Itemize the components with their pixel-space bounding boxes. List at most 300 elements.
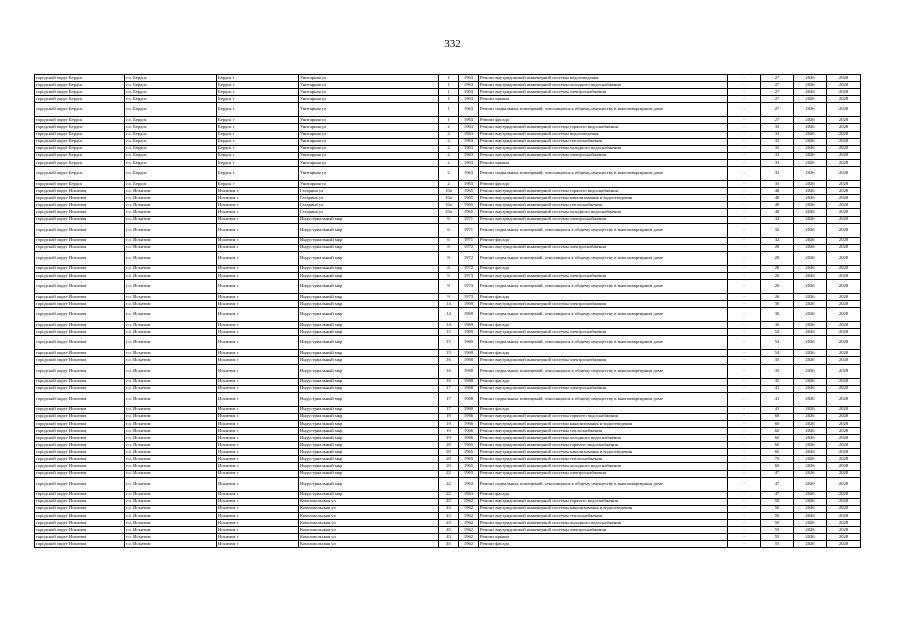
- year-cell: 1969: [459, 301, 479, 308]
- house-number-cell: 20: [439, 456, 459, 463]
- house-number-cell: 10а: [439, 209, 459, 216]
- work-type-cell: Ремонт фасада: [479, 350, 728, 357]
- table-row: [35, 272, 861, 279]
- end-year-cell: 2028: [827, 527, 861, 534]
- table-row: [35, 541, 861, 548]
- year-cell: 1963: [459, 491, 479, 498]
- end-year-cell: 2028: [827, 152, 861, 159]
- street-cell: Гагарина ул: [299, 202, 439, 209]
- locality-cell: Искитим г: [217, 279, 299, 293]
- value-cell: 33: [761, 138, 794, 145]
- municipality-cell: городской округ Бердск: [35, 89, 125, 96]
- house-number-cell: 1: [439, 117, 459, 124]
- work-type-cell: Ремонт внутридомовой инженерной системы электроснабжения: [479, 357, 728, 364]
- dash-cell: -: [728, 534, 761, 541]
- end-year-cell: 2028: [827, 357, 861, 364]
- work-type-cell: Ремонт фасада: [479, 265, 728, 272]
- value-cell: 48: [761, 195, 794, 202]
- work-type-cell: Ремонт фасада: [479, 491, 728, 498]
- house-number-cell: 20: [439, 463, 459, 470]
- end-year-cell: 2028: [827, 145, 861, 152]
- end-year-cell: 2028: [827, 103, 861, 117]
- street-cell: Унитарная ул: [299, 82, 439, 89]
- table-row: [35, 385, 861, 392]
- dash-cell: -: [728, 385, 761, 392]
- dash-cell: -: [728, 188, 761, 195]
- street-cell: Индустриальный мкр: [299, 463, 439, 470]
- locality-cell: Искитим г: [217, 477, 299, 491]
- street-cell: Индустриальный мкр: [299, 357, 439, 364]
- locality-cell: Искитим г: [217, 350, 299, 357]
- house-number-cell: 16: [439, 378, 459, 385]
- street-cell: Унитарная ул: [299, 159, 439, 166]
- district-cell: г.о. Искитим: [125, 188, 217, 195]
- year-cell: 1971: [459, 237, 479, 244]
- dash-cell: -: [728, 491, 761, 498]
- district-cell: г.о. Искитим: [125, 463, 217, 470]
- end-year-cell: 2028: [827, 449, 861, 456]
- start-year-cell: 2026: [794, 534, 827, 541]
- locality-cell: Искитим г: [217, 202, 299, 209]
- district-cell: г.о. Бердск: [125, 181, 217, 188]
- locality-cell: Искитим г: [217, 385, 299, 392]
- work-type-cell: Ремонт внутридомовой инженерной системы холодного водоснабжения: [479, 520, 728, 527]
- street-cell: Индустриальный мкр: [299, 329, 439, 336]
- locality-cell: Искитим г: [217, 541, 299, 548]
- work-type-cell: Ремонт внутридомовой инженерной системы канализования и водоотведения: [479, 420, 728, 427]
- work-type-cell: Ремонт фасада: [479, 237, 728, 244]
- work-type-cell: Ремонт фасада: [479, 378, 728, 385]
- work-type-cell: Ремонт фасада: [479, 117, 728, 124]
- dash-cell: -: [728, 449, 761, 456]
- locality-cell: Искитим г: [217, 216, 299, 223]
- street-cell: Унитарная ул: [299, 131, 439, 138]
- end-year-cell: 2028: [827, 195, 861, 202]
- locality-cell: Бердск г: [217, 103, 299, 117]
- table-row: [35, 322, 861, 329]
- dash-cell: -: [728, 293, 761, 300]
- year-cell: 1972: [459, 251, 479, 265]
- street-cell: Унитарная ул: [299, 152, 439, 159]
- dash-cell: -: [728, 195, 761, 202]
- municipality-cell: городской округ Искитим: [35, 336, 125, 350]
- dash-cell: -: [728, 329, 761, 336]
- start-year-cell: 2026: [794, 442, 827, 449]
- table-row: [35, 491, 861, 498]
- start-year-cell: 2026: [794, 159, 827, 166]
- value-cell: 60: [761, 420, 794, 427]
- work-type-cell: Ремонт внутридомовой инженерной системы канализования и водоотведения: [479, 505, 728, 512]
- street-cell: Унитарная ул: [299, 103, 439, 117]
- district-cell: г.о. Искитим: [125, 541, 217, 548]
- street-cell: Гагарина ул: [299, 209, 439, 216]
- dash-cell: -: [728, 103, 761, 117]
- dash-cell: -: [728, 470, 761, 477]
- house-number-cell: 14: [439, 301, 459, 308]
- table-row: [35, 392, 861, 406]
- value-cell: 35: [761, 364, 794, 378]
- street-cell: Унитарная ул: [299, 89, 439, 96]
- house-number-cell: 8: [439, 251, 459, 265]
- locality-cell: Искитим г: [217, 534, 299, 541]
- municipality-cell: городской округ Искитим: [35, 435, 125, 442]
- work-type-cell: Ремонт крыши: [479, 159, 728, 166]
- locality-cell: Искитим г: [217, 527, 299, 534]
- dash-cell: -: [728, 237, 761, 244]
- house-number-cell: 45: [439, 534, 459, 541]
- municipality-cell: городской округ Бердск: [35, 152, 125, 159]
- municipality-cell: городской округ Искитим: [35, 420, 125, 427]
- work-type-cell: Ремонт внутридомовой инженерной системы канализования и водоотведения: [479, 195, 728, 202]
- locality-cell: Искитим г: [217, 364, 299, 378]
- value-cell: 47: [761, 477, 794, 491]
- municipality-cell: городской округ Искитим: [35, 293, 125, 300]
- table-row: [35, 420, 861, 427]
- work-type-cell: Ремонт внутридомовой инженерной системы электроснабжения: [479, 527, 728, 534]
- district-cell: г.о. Искитим: [125, 420, 217, 427]
- house-number-cell: 19: [439, 428, 459, 435]
- work-type-cell: Ремонт крыши: [479, 534, 728, 541]
- value-cell: 50: [761, 512, 794, 519]
- start-year-cell: 2026: [794, 251, 827, 265]
- municipality-cell: городской округ Искитим: [35, 456, 125, 463]
- start-year-cell: 2026: [794, 244, 827, 251]
- house-number-cell: 15: [439, 329, 459, 336]
- locality-cell: Бердск г: [217, 159, 299, 166]
- district-cell: г.о. Искитим: [125, 534, 217, 541]
- start-year-cell: 2026: [794, 209, 827, 216]
- district-cell: г.о. Искитим: [125, 336, 217, 350]
- value-cell: 47: [761, 470, 794, 477]
- street-cell: Индустриальный мкр: [299, 301, 439, 308]
- dash-cell: -: [728, 505, 761, 512]
- house-number-cell: 8: [439, 244, 459, 251]
- end-year-cell: 2028: [827, 308, 861, 322]
- dash-cell: -: [728, 392, 761, 406]
- district-cell: г.о. Искитим: [125, 442, 217, 449]
- dash-cell: -: [728, 159, 761, 166]
- municipality-cell: городской округ Искитим: [35, 442, 125, 449]
- dash-cell: -: [728, 498, 761, 505]
- table-row: [35, 527, 861, 534]
- house-number-cell: 14: [439, 322, 459, 329]
- value-cell: 26: [761, 279, 794, 293]
- work-type-cell: Ремонт внутридомовой инженерной системы электроснабжения: [479, 244, 728, 251]
- street-cell: Индустриальный мкр: [299, 237, 439, 244]
- locality-cell: Искитим г: [217, 195, 299, 202]
- house-number-cell: 14: [439, 308, 459, 322]
- house-number-cell: 1: [439, 96, 459, 103]
- start-year-cell: 2026: [794, 364, 827, 378]
- work-type-cell: Ремонт подвальных помещений, относящихся к общему имуществу в многоквартирном доме: [479, 223, 728, 237]
- table-row: [35, 145, 861, 152]
- end-year-cell: 2028: [827, 251, 861, 265]
- year-cell: 1971: [459, 216, 479, 223]
- locality-cell: Искитим г: [217, 301, 299, 308]
- table-row: [35, 244, 861, 251]
- table-row: [35, 413, 861, 420]
- table-row: [35, 152, 861, 159]
- start-year-cell: 2026: [794, 470, 827, 477]
- locality-cell: Бердск г: [217, 131, 299, 138]
- dash-cell: -: [728, 520, 761, 527]
- district-cell: г.о. Искитим: [125, 329, 217, 336]
- district-cell: г.о. Бердск: [125, 75, 217, 82]
- dash-cell: -: [728, 181, 761, 188]
- year-cell: 1962: [459, 534, 479, 541]
- locality-cell: Искитим г: [217, 293, 299, 300]
- locality-cell: Бердск г: [217, 96, 299, 103]
- house-number-cell: 17: [439, 385, 459, 392]
- house-number-cell: 22: [439, 491, 459, 498]
- end-year-cell: 2028: [827, 167, 861, 181]
- house-number-cell: 17: [439, 406, 459, 413]
- year-cell: 1966: [459, 413, 479, 420]
- end-year-cell: 2028: [827, 223, 861, 237]
- municipality-cell: городской округ Искитим: [35, 392, 125, 406]
- district-cell: г.о. Искитим: [125, 293, 217, 300]
- year-cell: 1965: [459, 442, 479, 449]
- district-cell: г.о. Искитим: [125, 413, 217, 420]
- district-cell: г.о. Бердск: [125, 159, 217, 166]
- value-cell: 60: [761, 449, 794, 456]
- street-cell: Индустриальный мкр: [299, 350, 439, 357]
- table-row: [35, 223, 861, 237]
- end-year-cell: 2028: [827, 491, 861, 498]
- end-year-cell: 2028: [827, 505, 861, 512]
- house-number-cell: 45: [439, 541, 459, 548]
- end-year-cell: 2028: [827, 336, 861, 350]
- table-row: [35, 449, 861, 456]
- end-year-cell: 2028: [827, 364, 861, 378]
- district-cell: г.о. Искитим: [125, 477, 217, 491]
- year-cell: 1962: [459, 541, 479, 548]
- street-cell: Комсомольская ул: [299, 505, 439, 512]
- district-cell: г.о. Искитим: [125, 498, 217, 505]
- work-type-cell: Ремонт внутридомовой инженерной системы электроснабжения: [479, 89, 728, 96]
- locality-cell: Искитим г: [217, 329, 299, 336]
- district-cell: г.о. Искитим: [125, 449, 217, 456]
- municipality-cell: городской округ Искитим: [35, 413, 125, 420]
- municipality-cell: городской округ Искитим: [35, 406, 125, 413]
- year-cell: 1963: [459, 89, 479, 96]
- year-cell: 1963: [459, 470, 479, 477]
- table-row: [35, 456, 861, 463]
- start-year-cell: 2026: [794, 406, 827, 413]
- table-row: [35, 103, 861, 117]
- locality-cell: Бердск г: [217, 75, 299, 82]
- year-cell: 1968: [459, 406, 479, 413]
- start-year-cell: 2026: [794, 124, 827, 131]
- year-cell: 1962: [459, 512, 479, 519]
- locality-cell: Искитим г: [217, 498, 299, 505]
- value-cell: 27: [761, 117, 794, 124]
- table-row: [35, 512, 861, 519]
- house-number-cell: 1: [439, 103, 459, 117]
- start-year-cell: 2026: [794, 498, 827, 505]
- year-cell: 1963: [459, 75, 479, 82]
- value-cell: 28: [761, 251, 794, 265]
- work-type-cell: Ремонт внутридомовой инженерной системы теплоснабжения: [479, 512, 728, 519]
- start-year-cell: 2026: [794, 428, 827, 435]
- start-year-cell: 2026: [794, 145, 827, 152]
- district-cell: г.о. Искитим: [125, 279, 217, 293]
- value-cell: 28: [761, 265, 794, 272]
- municipality-cell: городской округ Искитим: [35, 520, 125, 527]
- table-row: [35, 209, 861, 216]
- start-year-cell: 2026: [794, 435, 827, 442]
- value-cell: 50: [761, 505, 794, 512]
- start-year-cell: 2026: [794, 512, 827, 519]
- work-type-cell: Ремонт внутридомовой инженерной системы теплоснабжения: [479, 138, 728, 145]
- year-cell: 1963: [459, 131, 479, 138]
- locality-cell: Бердск г: [217, 117, 299, 124]
- year-cell: 1963: [459, 117, 479, 124]
- table-row: [35, 181, 861, 188]
- year-cell: 1972: [459, 244, 479, 251]
- value-cell: 27: [761, 96, 794, 103]
- work-type-cell: Ремонт внутридомовой инженерной системы теплоснабжения: [479, 456, 728, 463]
- end-year-cell: 2028: [827, 188, 861, 195]
- house-number-cell: 45: [439, 527, 459, 534]
- end-year-cell: 2028: [827, 181, 861, 188]
- end-year-cell: 2028: [827, 82, 861, 89]
- locality-cell: Искитим г: [217, 413, 299, 420]
- end-year-cell: 2028: [827, 392, 861, 406]
- start-year-cell: 2026: [794, 82, 827, 89]
- work-type-cell: Ремонт внутридомовой инженерной системы горячего водоснабжения: [479, 413, 728, 420]
- table-row: [35, 124, 861, 131]
- start-year-cell: 2026: [794, 322, 827, 329]
- municipality-cell: городской округ Искитим: [35, 350, 125, 357]
- locality-cell: Искитим г: [217, 420, 299, 427]
- house-number-cell: 19: [439, 413, 459, 420]
- start-year-cell: 2026: [794, 378, 827, 385]
- start-year-cell: 2026: [794, 237, 827, 244]
- house-number-cell: 43: [439, 520, 459, 527]
- start-year-cell: 2026: [794, 152, 827, 159]
- municipality-cell: городской округ Бердск: [35, 131, 125, 138]
- locality-cell: Бердск г: [217, 181, 299, 188]
- table-row: [35, 89, 861, 96]
- house-number-cell: 8: [439, 265, 459, 272]
- dash-cell: -: [728, 413, 761, 420]
- year-cell: 1962: [459, 498, 479, 505]
- district-cell: г.о. Бердск: [125, 152, 217, 159]
- end-year-cell: 2028: [827, 244, 861, 251]
- dash-cell: -: [728, 279, 761, 293]
- district-cell: г.о. Искитим: [125, 322, 217, 329]
- start-year-cell: 2026: [794, 89, 827, 96]
- end-year-cell: 2028: [827, 463, 861, 470]
- start-year-cell: 2026: [794, 477, 827, 491]
- locality-cell: Искитим г: [217, 336, 299, 350]
- house-number-cell: 2: [439, 138, 459, 145]
- end-year-cell: 2028: [827, 420, 861, 427]
- locality-cell: Искитим г: [217, 456, 299, 463]
- municipality-cell: городской округ Искитим: [35, 527, 125, 534]
- end-year-cell: 2028: [827, 279, 861, 293]
- district-cell: г.о. Искитим: [125, 364, 217, 378]
- year-cell: 1968: [459, 385, 479, 392]
- start-year-cell: 2026: [794, 505, 827, 512]
- street-cell: Унитарная ул: [299, 181, 439, 188]
- locality-cell: Искитим г: [217, 272, 299, 279]
- house-number-cell: 15: [439, 336, 459, 350]
- start-year-cell: 2026: [794, 279, 827, 293]
- house-number-cell: 19: [439, 435, 459, 442]
- work-type-cell: Ремонт внутридомовой инженерной системы теплоснабжения: [479, 428, 728, 435]
- street-cell: Гагарина ул: [299, 195, 439, 202]
- district-cell: г.о. Бердск: [125, 131, 217, 138]
- start-year-cell: 2026: [794, 301, 827, 308]
- page-number: 332: [444, 38, 461, 50]
- district-cell: г.о. Искитим: [125, 520, 217, 527]
- start-year-cell: 2026: [794, 181, 827, 188]
- value-cell: 32: [761, 216, 794, 223]
- work-type-cell: Ремонт подвальных помещений, относящихся к общему имуществу в многоквартирном доме: [479, 392, 728, 406]
- street-cell: Индустриальный мкр: [299, 279, 439, 293]
- dash-cell: -: [728, 145, 761, 152]
- locality-cell: Искитим г: [217, 449, 299, 456]
- value-cell: 30: [761, 301, 794, 308]
- end-year-cell: 2028: [827, 75, 861, 82]
- start-year-cell: 2026: [794, 96, 827, 103]
- work-type-cell: Ремонт внутридомовой инженерной системы электроснабжения: [479, 272, 728, 279]
- district-cell: г.о. Искитим: [125, 195, 217, 202]
- value-cell: 55: [761, 527, 794, 534]
- street-cell: Унитарная ул: [299, 167, 439, 181]
- district-cell: г.о. Бердск: [125, 124, 217, 131]
- work-type-cell: Ремонт внутридомовой инженерной системы электроснабжения: [479, 152, 728, 159]
- table-row: [35, 470, 861, 477]
- municipality-cell: городской округ Искитим: [35, 202, 125, 209]
- dash-cell: -: [728, 251, 761, 265]
- street-cell: Комсомольская ул: [299, 534, 439, 541]
- work-type-cell: Ремонт внутридомовой инженерной системы электроснабжения: [479, 301, 728, 308]
- start-year-cell: 2026: [794, 350, 827, 357]
- start-year-cell: 2026: [794, 138, 827, 145]
- locality-cell: Искитим г: [217, 188, 299, 195]
- locality-cell: Бердск г: [217, 89, 299, 96]
- dash-cell: -: [728, 272, 761, 279]
- table-row: [35, 82, 861, 89]
- district-cell: г.о. Бердск: [125, 138, 217, 145]
- district-cell: г.о. Искитим: [125, 491, 217, 498]
- street-cell: Унитарная ул: [299, 75, 439, 82]
- house-number-cell: 6: [439, 237, 459, 244]
- value-cell: 30: [761, 322, 794, 329]
- value-cell: 60: [761, 463, 794, 470]
- work-type-cell: Ремонт подвальных помещений, относящихся к общему имуществу в многоквартирном доме: [479, 279, 728, 293]
- table-row: [35, 534, 861, 541]
- year-cell: 1969: [459, 336, 479, 350]
- municipality-cell: городской округ Искитим: [35, 216, 125, 223]
- year-cell: 1962: [459, 505, 479, 512]
- municipality-cell: городской округ Искитим: [35, 378, 125, 385]
- start-year-cell: 2026: [794, 131, 827, 138]
- street-cell: Индустриальный мкр: [299, 456, 439, 463]
- dash-cell: -: [728, 378, 761, 385]
- table-row: [35, 505, 861, 512]
- work-type-cell: Ремонт внутридомовой инженерной системы электроснабжения: [479, 216, 728, 223]
- house-number-cell: 22: [439, 470, 459, 477]
- dash-cell: -: [728, 512, 761, 519]
- end-year-cell: 2028: [827, 435, 861, 442]
- year-cell: 1966: [459, 428, 479, 435]
- work-type-cell: Ремонт внутридомовой инженерной системы горячего водоснабжения: [479, 498, 728, 505]
- table-row: [35, 188, 861, 195]
